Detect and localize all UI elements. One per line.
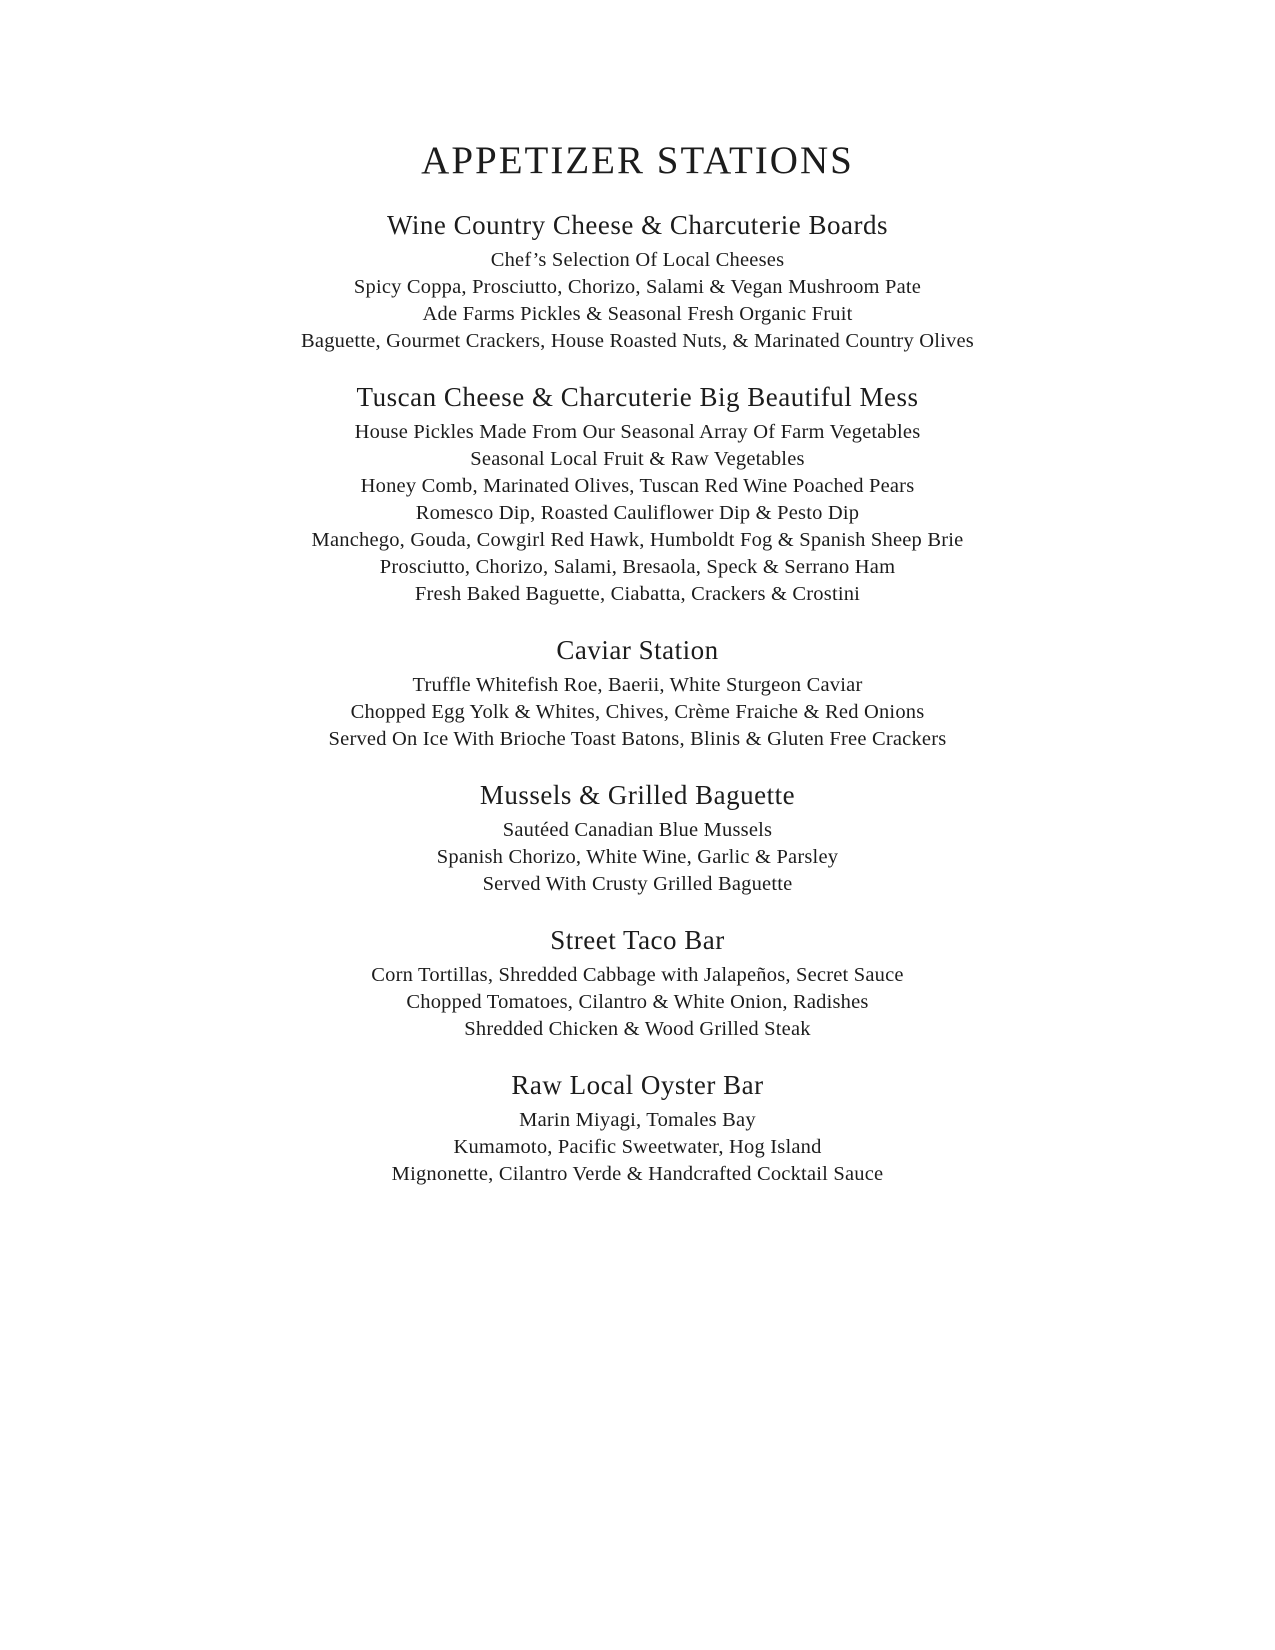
section-street-taco-bar	[0, 925, 1275, 1043]
menu-item-line: Sautéed Canadian Blue Mussels	[502, 819, 773, 841]
menu-item-line: Honey Comb, Marinated Olives, Tuscan Red Wine Poached Pears	[360, 475, 915, 497]
menu-item-line: Seasonal Local Fruit & Raw Vegetables	[470, 448, 805, 470]
menu-item-line: Served On Ice With Brioche Toast Batons, Blinis & Gluten Free Crackers	[328, 728, 947, 750]
menu-item-line: Fresh Baked Baguette, Ciabatta, Crackers & Crostini	[414, 583, 861, 605]
menu-item-line: Spicy Coppa, Prosciutto, Chorizo, Salami & Vegan Mushroom Pate	[353, 276, 922, 298]
menu-item-line: Baguette, Gourmet Crackers, House Roasted Nuts, & Marinated Country Olives	[301, 330, 974, 352]
section-oyster-bar	[0, 1070, 1275, 1188]
menu-item-line: Corn Tortillas, Shredded Cabbage with Jalapeños, Secret Sauce	[371, 964, 904, 986]
menu-item-line: Prosciutto, Chorizo, Salami, Bresaola, Speck & Serrano Ham	[379, 556, 896, 578]
menu-item-line: House Pickles Made From Our Seasonal Array Of Farm Vegetables	[354, 421, 921, 443]
menu-item-line: Spanish Chorizo, White Wine, Garlic & Parsley	[436, 846, 839, 868]
section-heading: Wine Country Cheese & Charcuterie Boards	[386, 210, 889, 240]
menu-item-line: Romesco Dip, Roasted Cauliflower Dip & Pesto Dip	[415, 502, 860, 524]
section-tuscan-mess	[0, 382, 1275, 608]
menu-item-line: Kumamoto, Pacific Sweetwater, Hog Island	[453, 1136, 822, 1158]
section-heading: Street Taco Bar	[550, 925, 725, 955]
menu-item-line: Truffle Whitefish Roe, Baerii, White Sturgeon Caviar	[412, 674, 863, 696]
menu-item-line: Served With Crusty Grilled Baguette	[482, 873, 793, 895]
section-heading: Raw Local Oyster Bar	[511, 1070, 764, 1100]
menu-item-line: Mignonette, Cilantro Verde & Handcrafted Cocktail Sauce	[391, 1163, 884, 1185]
section-heading: Caviar Station	[556, 635, 719, 665]
menu-item-line: Manchego, Gouda, Cowgirl Red Hawk, Humboldt Fog & Spanish Sheep Brie	[311, 529, 964, 551]
menu-item-line: Marin Miyagi, Tomales Bay	[519, 1109, 756, 1131]
section-heading: Tuscan Cheese & Charcuterie Big Beautiful Mess	[356, 382, 919, 412]
page-title: APPETIZER STATIONS	[421, 139, 854, 182]
section-mussels-baguette	[0, 780, 1275, 898]
menu-item-line: Chopped Tomatoes, Cilantro & White Onion, Radishes	[406, 991, 869, 1013]
menu-item-line: Shredded Chicken & Wood Grilled Steak	[464, 1018, 811, 1040]
menu-item-line: Chopped Egg Yolk & Whites, Chives, Crème Fraiche & Red Onions	[350, 701, 925, 723]
menu-item-line: Ade Farms Pickles & Seasonal Fresh Organic Fruit	[422, 303, 853, 325]
section-heading: Mussels & Grilled Baguette	[479, 780, 796, 810]
menu-item-line: Chef’s Selection Of Local Cheeses	[490, 249, 785, 271]
section-caviar-station	[0, 635, 1275, 753]
section-wine-country-boards	[0, 210, 1275, 355]
